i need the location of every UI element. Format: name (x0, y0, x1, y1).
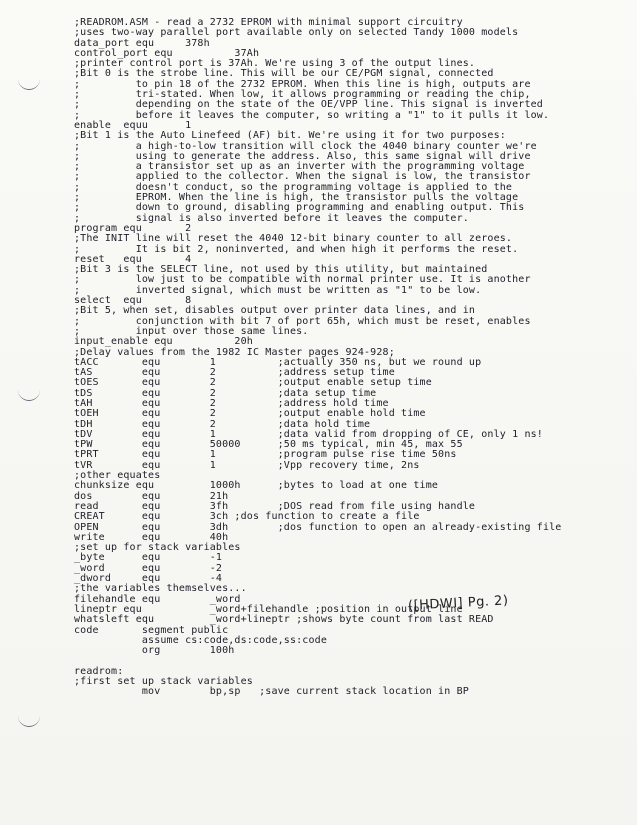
code-line: ; applied to the collector. When the signal is low, the transistor (74, 171, 531, 183)
code-line: ; conjunction with bit 7 of port 65h, which must be reset, enables (74, 315, 531, 327)
code-line: ; before it leaves the computer, so writing a "1" to it pulls it low. (74, 109, 550, 121)
code-line: ; to pin 18 of the 2732 EPROM. When this line is high, outputs are (74, 78, 531, 90)
code-line: ;Delay values from the 1982 IC Master pages 924-928; (74, 346, 395, 358)
code-line: ; signal is also inverted before it leaves the computer. (74, 212, 469, 224)
code-line: tDV equ 1 ;data valid from dropping of CE, only 1 ns! (74, 428, 543, 440)
code-line: whatsleft equ _word+lineptr ;shows byte count from last READ (74, 614, 494, 626)
code-line: select equ 8 (74, 295, 192, 307)
code-line: ;Bit 1 is the Auto Linefeed (AF) bit. We're using it for two purposes: (74, 130, 506, 142)
binder-hole-mark-middle (18, 390, 40, 401)
code-line: tPW equ 50000 ;50 ms typical, min 45, max 55 (74, 439, 463, 451)
code-line: tAS equ 2 ;address setup time (74, 367, 395, 379)
code-line: ;Bit 3 is the SELECT line, not used by this utility, but maintained (74, 264, 488, 276)
code-line: tDH equ 2 ;data hold time (74, 418, 371, 430)
assembly-listing (74, 18, 634, 698)
code-line: tACC equ 1 ;actually 350 ns, but we round up (74, 356, 482, 368)
code-line: program equ 2 (74, 222, 192, 234)
code-line: ; doesn't conduct, so the programming voltage is applied to the (74, 181, 513, 193)
code-line: ;the variables themselves... (74, 583, 247, 595)
code-line: ;The INIT line will reset the 4040 12-bit binary counter to all zeroes. (74, 233, 513, 245)
code-line: ;Bit 5, when set, disables output over printer data lines, and in (74, 305, 476, 317)
code-line: _byte equ -1 (74, 552, 223, 564)
code-line: CREAT equ 3ch ;dos function to create a file (74, 511, 420, 523)
code-line: tAH equ 2 ;address hold time (74, 397, 389, 409)
binder-hole-mark-bottom (18, 716, 40, 727)
code-line: reset equ 4 (74, 253, 192, 265)
code-line: ; using to generate the address. Also, this same signal will drive (74, 150, 531, 162)
code-line: _dword equ -4 (74, 573, 223, 585)
code-line: ; tri-stated. When low, it allows programming or reading the chip, (74, 89, 531, 101)
code-line: enable equu 1 (74, 119, 192, 131)
code-line: ; It is bit 2, noninverted, and when high it performs the reset. (74, 243, 519, 255)
code-line: readrom: (74, 665, 124, 677)
code-line: tPRT equ 1 ;program pulse rise time 50ns (74, 449, 457, 461)
binder-hole-mark-top (18, 79, 40, 90)
code-line: OPEN equ 3dh ;dos function to open an already-existing file (74, 521, 562, 533)
code-line: ; input over those same lines. (74, 325, 309, 337)
code-line: tOES equ 2 ;output enable setup time (74, 377, 432, 389)
code-line: ; a high-to-low transition will clock the 4040 binary counter we're (74, 140, 537, 152)
code-line: data_port equ 378h (74, 37, 210, 49)
handwritten-note-text: ([HDWI] Pg. 2) (407, 593, 509, 614)
code-line (74, 656, 634, 666)
code-line: ; down to ground, disabling programming and enabling output. This (74, 202, 525, 214)
code-line: ;other equates (74, 470, 161, 482)
code-line: chunksize equ 1000h ;bytes to load at one time (74, 480, 439, 492)
code-line: ; low just to be compatible with normal printer use. It is another (74, 274, 531, 286)
code-line: ;printer control port is 37Ah. We're using 3 of the output lines. (74, 58, 476, 70)
code-line: ;READROM.ASM - read a 2732 EPROM with minimal support circuitry (74, 17, 463, 28)
code-line: ;first set up stack variables (74, 676, 253, 687)
code-line: ;Bit 0 is the strobe line. This will be our CE/PGM signal, connected (74, 68, 494, 80)
code-line: ;set up for stack variables (74, 542, 241, 554)
code-line: filehandle equ _word (74, 593, 241, 605)
code-line: read equ 3fh ;DOS read from file using handle (74, 500, 476, 512)
code-line: _word equ -2 (74, 562, 223, 574)
code-line: input_enable equ 20h (74, 336, 253, 348)
code-line: ; a transistor set up as an inverter with the programming voltage (74, 161, 525, 173)
code-line: dos equ 21h (74, 490, 229, 502)
code-line: org 100h (74, 645, 235, 657)
code-line: ; inverted signal, which must be written as "1" to be low. (74, 284, 482, 296)
code-line: code segment public (74, 624, 229, 636)
code-line: tOEH equ 2 ;output enable hold time (74, 408, 426, 420)
code-line: ; EPROM. When the line is high, the transistor pulls the voltage (74, 192, 519, 204)
code-line: write equ 40h (74, 531, 229, 543)
code-line: ; depending on the state of the OE/VPP line. This signal is inverted (74, 99, 543, 111)
code-line: tDS equ 2 ;data setup time (74, 387, 377, 399)
code-line: mov bp,sp ;save current stack location in BP (74, 686, 469, 698)
code-line: lineptr equ _word+filehandle ;position in output line (74, 603, 463, 615)
code-line: assume cs:code,ds:code,ss:code (74, 634, 327, 646)
code-line: ;uses two-way parallel port available only on selected Tandy 1000 models (74, 27, 519, 39)
code-line: control_port equ 37Ah (74, 47, 260, 59)
code-line: tVR equ 1 ;Vpp recovery time, 2ns (74, 459, 420, 471)
